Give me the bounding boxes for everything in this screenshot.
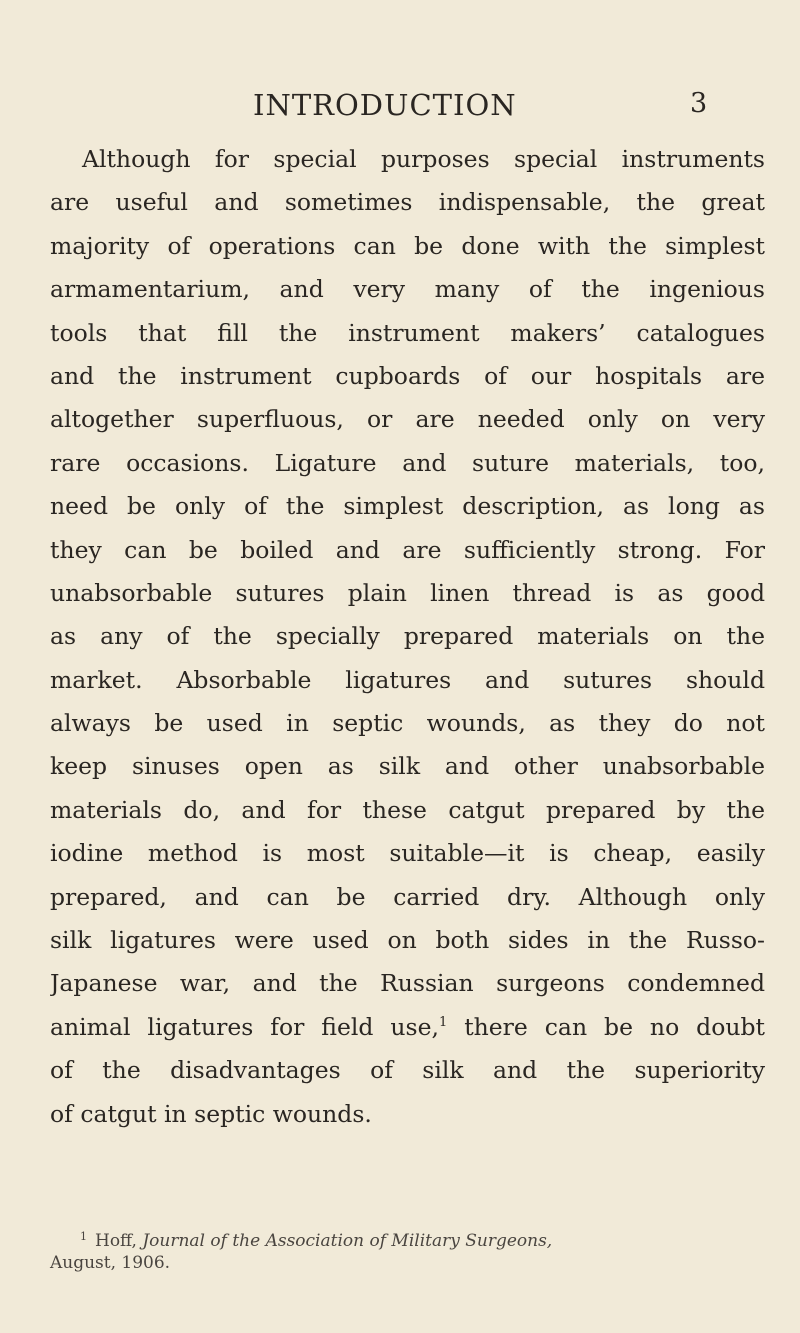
footnote-journal: Journal of the Association of Military Surgeons, xyxy=(142,1231,553,1251)
footnote-author: Hoff, xyxy=(95,1231,143,1251)
text-line: tools that fill the instrument makers’ catalogues xyxy=(50,318,765,347)
text-line: silk ligatures were used on both sides in the Russo- xyxy=(50,926,765,955)
chapter-title: INTRODUCTION xyxy=(253,88,517,122)
text-line: as any of the specially prepared materials on the xyxy=(50,622,765,651)
text-line: of catgut in septic wounds. xyxy=(50,1099,372,1128)
text-line: altogether superfluous, or are needed only on very xyxy=(50,405,765,434)
text-line: market. Absorbable ligatures and sutures should xyxy=(50,665,765,694)
running-head xyxy=(0,88,800,128)
page-number: 3 xyxy=(690,88,708,119)
text-line: need be only of the simplest description, as long as xyxy=(50,492,765,521)
footnote-mark: 1 xyxy=(80,1230,87,1243)
text-line: always be used in septic wounds, as they do not xyxy=(50,709,765,738)
footnote-line xyxy=(50,1223,765,1250)
text-line: iodine method is most suitable—it is cheap, easily xyxy=(50,839,765,868)
text-line: keep sinuses open as silk and other unabsorbable xyxy=(50,752,765,781)
text-line: prepared, and can be carried dry. Although only xyxy=(50,882,765,911)
text-segment: there can be no doubt xyxy=(447,1012,765,1041)
text-line-with-footnote-ref xyxy=(50,1006,765,1049)
text-line: materials do, and for these catgut prepared by the xyxy=(50,795,765,824)
text-line: armamentarium, and very many of the ingenious xyxy=(50,275,765,304)
footnote xyxy=(50,1223,765,1277)
footnote-date: August, 1906. xyxy=(50,1253,171,1273)
text-line: Japanese war, and the Russian surgeons condemned xyxy=(50,969,765,998)
text-line: and the instrument cupboards of our hospitals are xyxy=(50,361,765,390)
footnote-reference[interactable]: 1 xyxy=(438,1014,448,1030)
text-line: they can be boiled and are sufficiently strong. For xyxy=(50,535,765,564)
text-line: Although for special purposes special instruments xyxy=(82,145,765,173)
text-line: unabsorbable sutures plain linen thread is as good xyxy=(50,578,765,607)
text-line: majority of operations can be done with the simplest xyxy=(50,231,765,260)
text-line: of the disadvantages of silk and the superiority xyxy=(50,1056,765,1085)
text-line: are useful and sometimes indispensable, the great xyxy=(50,188,765,217)
text-line: rare occasions. Ligature and suture materials, too, xyxy=(50,448,765,477)
body-paragraph xyxy=(50,138,765,1136)
text-segment: animal ligatures for field use, xyxy=(50,1012,439,1041)
